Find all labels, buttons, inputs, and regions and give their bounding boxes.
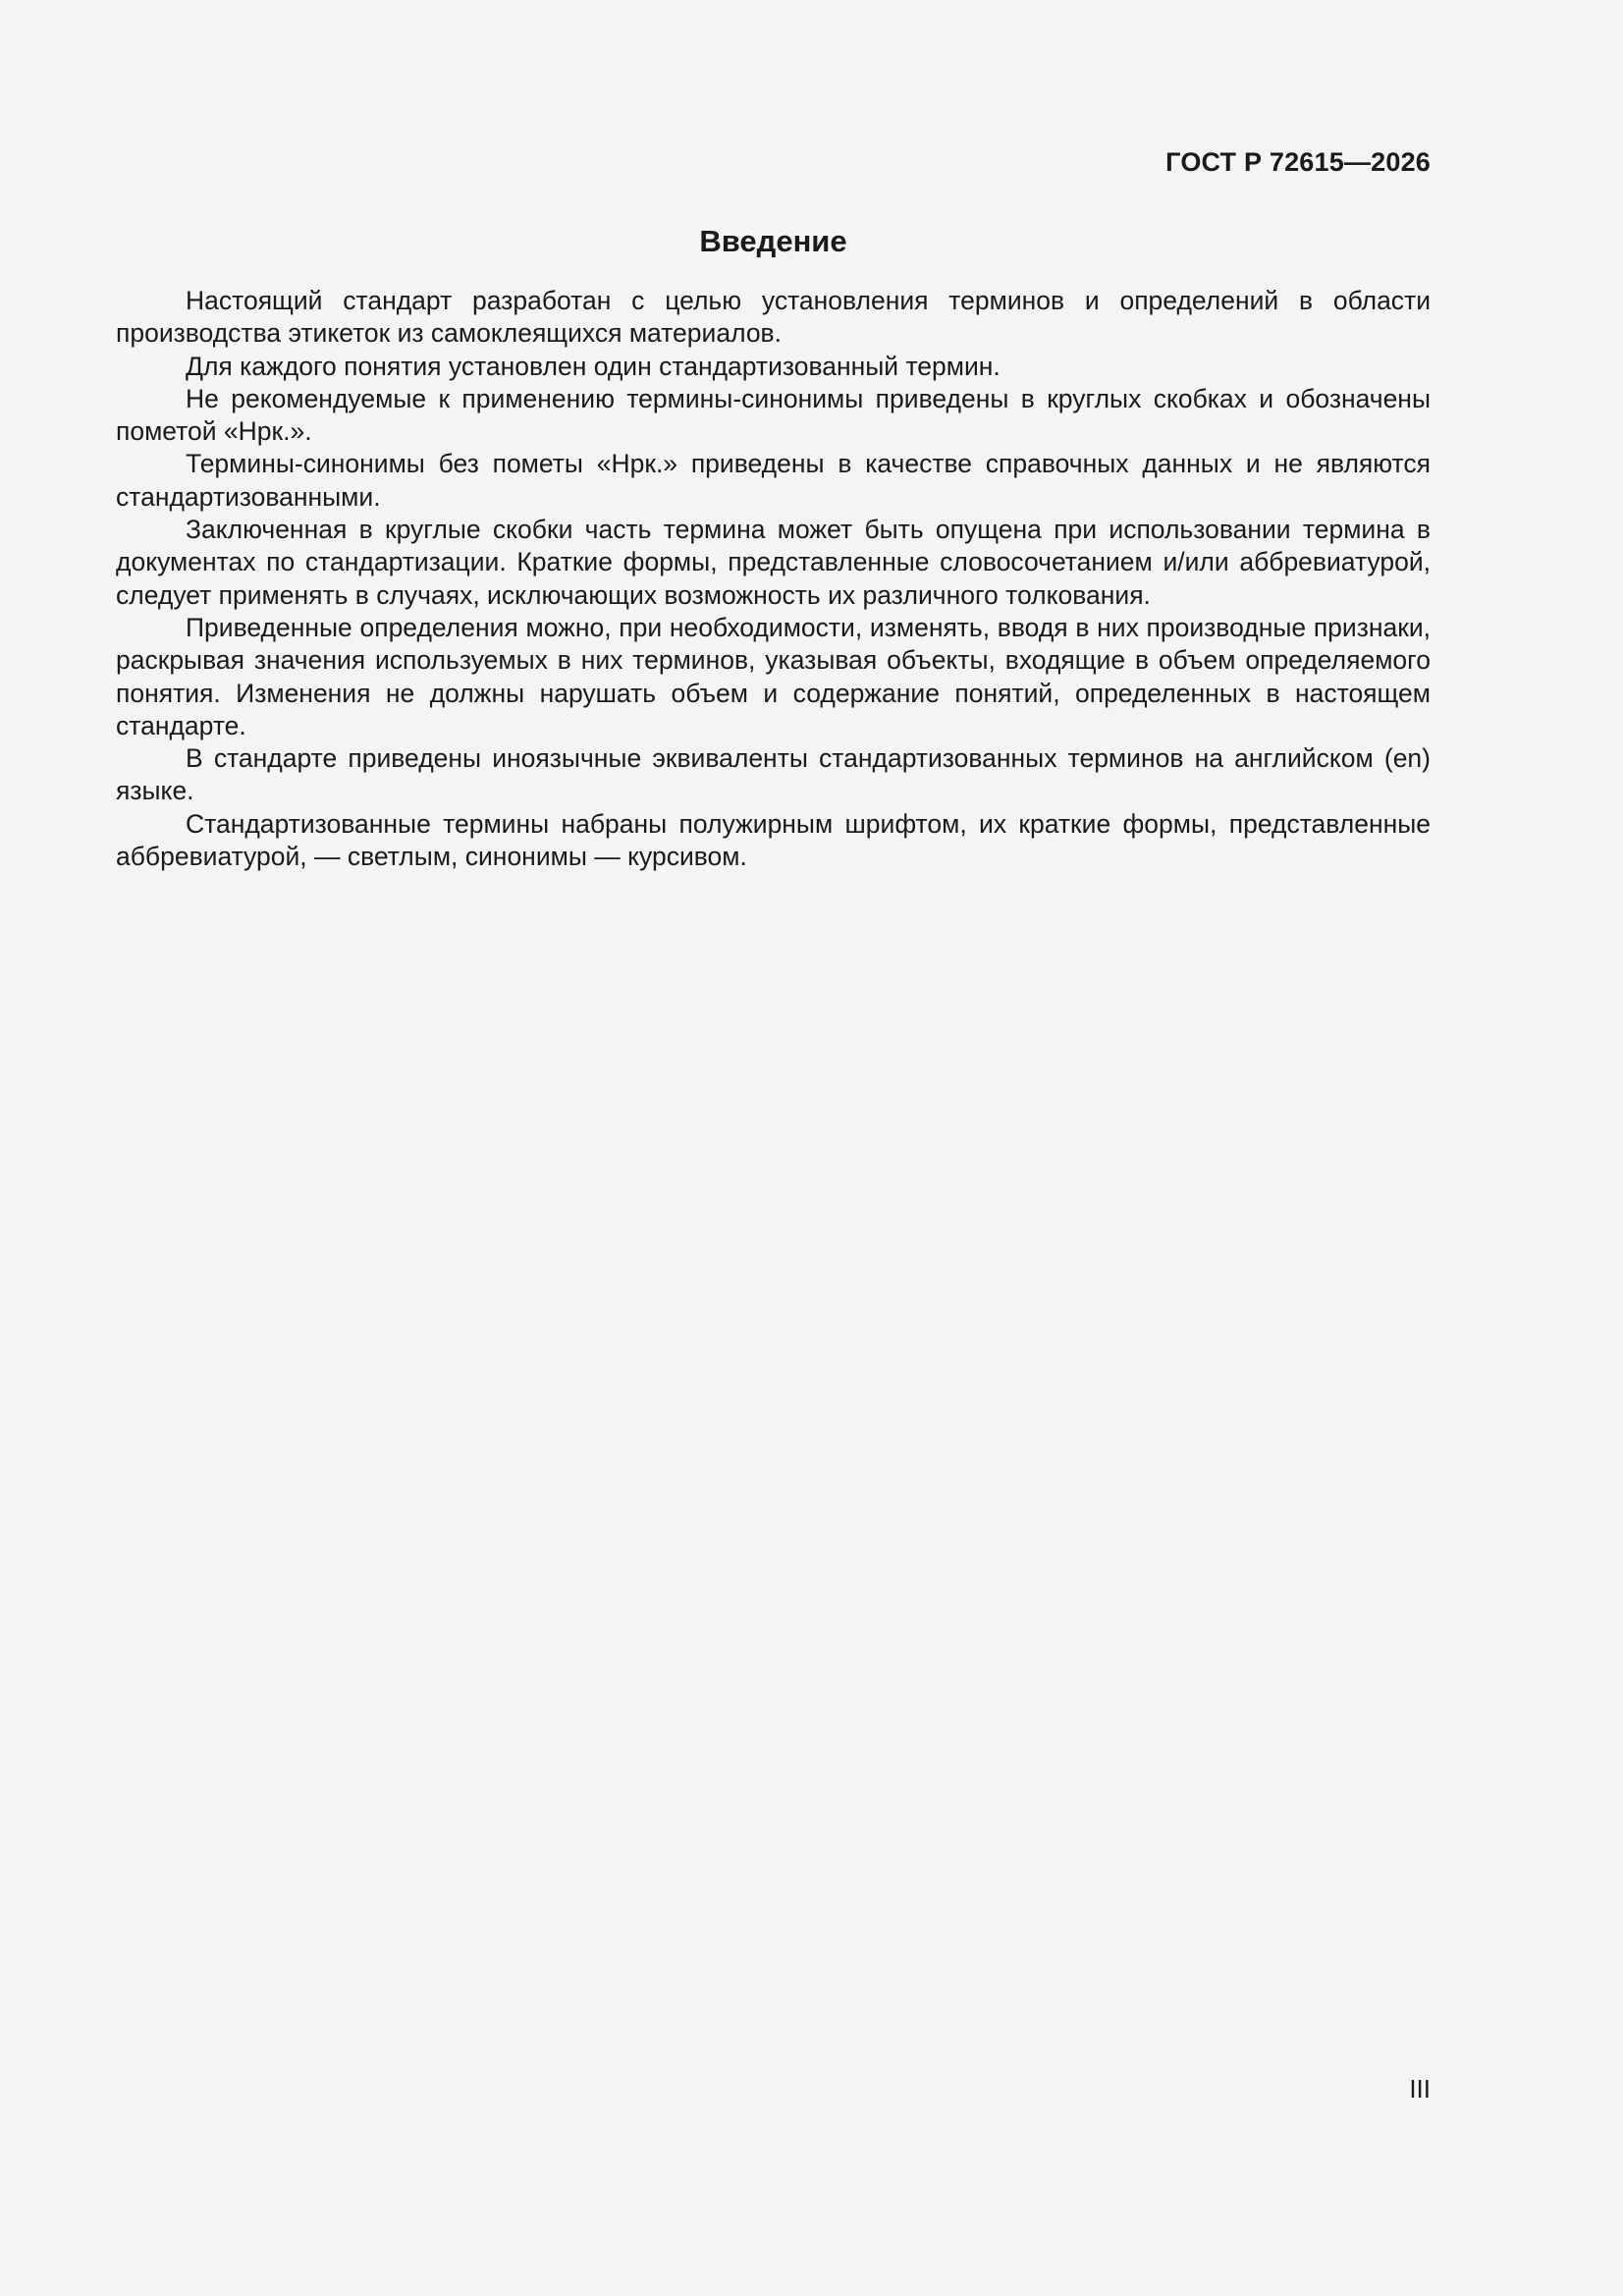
paragraph: Для каждого понятия установлен один стандартизованный термин. — [186, 351, 1001, 381]
page-number: III — [1409, 2074, 1431, 2104]
section-title: Введение — [699, 224, 847, 258]
paragraph: Заключенная в круглые скобки часть термина может быть опущена при использовании термина в документах по стандартизации. Краткие формы, представленные словосочетанием и/или аббревиатурой, следует применять в случаях, исключающих возможность их различного толкования. — [116, 515, 1431, 610]
document-code: ГОСТ Р 72615—2026 — [1165, 147, 1431, 177]
body-text — [116, 285, 1431, 873]
paragraph: В стандарте приведены иноязычные эквиваленты стандартизованных терминов на английском (en) языке. — [116, 743, 1431, 806]
paragraph: Термины-синонимы без пометы «Нрк.» приведены в качестве справочных данных и не являются стандартизованными. — [116, 449, 1431, 512]
paragraph: Не рекомендуемые к применению термины-синонимы приведены в круглых скобках и обозначены пометой «Нрк.». — [116, 383, 1431, 447]
paragraph: Приведенные определения можно, при необходимости, изменять, вводя в них производные признаки, раскрывая значения используемых в них терминов, указывая объекты, входящие в объем определяемого понятия. Изменения не должны нарушать объем и содержание понятий, определенных в настоящем стандарте. — [116, 612, 1431, 740]
paragraph: Настоящий стандарт разработан с целью установления терминов и определений в области производства этикеток из самоклеящихся материалов. — [116, 286, 1431, 349]
paragraph: Стандартизованные термины набраны полужирным шрифтом, их краткие формы, представленные аббревиатурой, — светлым, синонимы — курсивом. — [116, 808, 1431, 872]
